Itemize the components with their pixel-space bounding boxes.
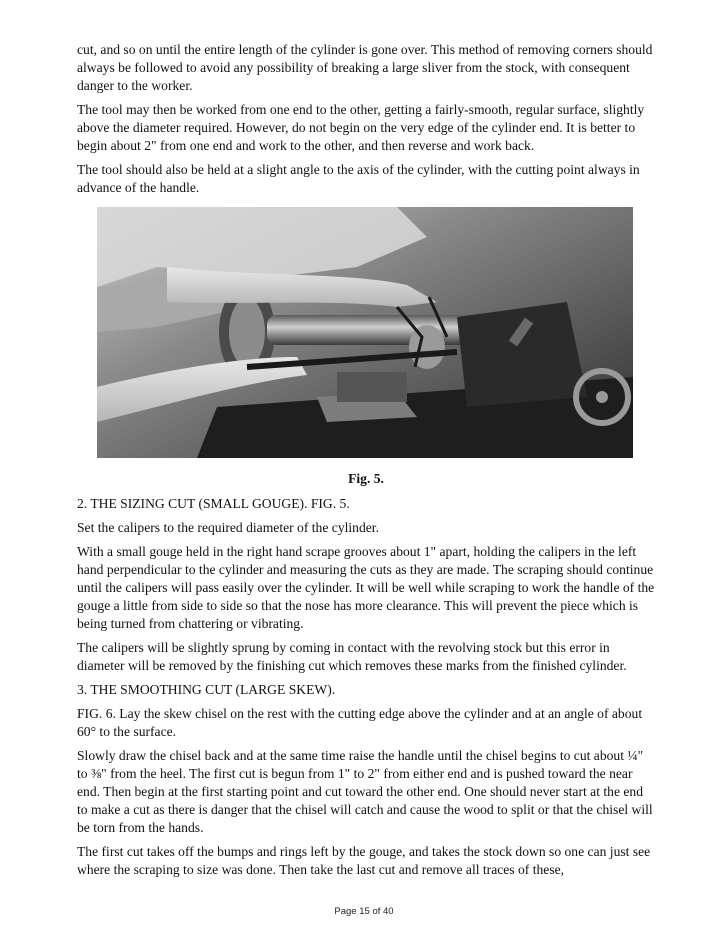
lathe-photo (97, 207, 633, 458)
page-body (77, 41, 655, 885)
section-heading: 2. THE SIZING CUT (SMALL GOUGE). FIG. 5. (77, 496, 350, 511)
paragraph: The tool should also be held at a slight angle to the axis of the cylinder, with the cutting point always in advance of the handle. (77, 162, 640, 195)
page-number: Page 15 of 40 (334, 906, 394, 917)
paragraph: The calipers will be slightly sprung by coming in contact with the revolving stock but this error in diameter will be removed by the finishing cut which removes these marks from the finished cylinder. (77, 640, 627, 673)
paragraph: Slowly draw the chisel back and at the same time raise the handle until the chisel begins to cut about ¼" to ⅜" from the heel. The first cut is begun from 1" to 2" from either end and is pushed toward the near end. Then begin at the first starting point and cut toward the other end. One should never start at the end to make a cut as there is danger that the chisel will catch and cause the wood to split or that the chisel will be torn from the hands. (77, 748, 653, 835)
figure-caption: Fig. 5. (348, 471, 384, 486)
paragraph: FIG. 6. Lay the skew chisel on the rest with the cutting edge above the cylinder and at an angle of about 60° to the surface. (77, 706, 643, 739)
paragraph: The first cut takes off the bumps and rings left by the gouge, and takes the stock down so one can just see where the scraping to size was done. Then take the last cut and remove all traces of these, (77, 844, 651, 877)
section-heading: 3. THE SMOOTHING CUT (LARGE SKEW). (77, 682, 336, 697)
paragraph: Set the calipers to the required diameter of the cylinder. (77, 520, 379, 535)
paragraph: cut, and so on until the entire length of the cylinder is gone over. This method of removing corners should always be followed to avoid any possibility of breaking a large sliver from the stock, with consequent danger to the worker. (77, 42, 653, 93)
paragraph: The tool may then be worked from one end to the other, getting a fairly-smooth, regular surface, slightly above the diameter required. However, do not begin on the very edge of the cylinder end. It is better to begin about 2" from one end and work to the other, and then reverse and work back. (77, 102, 645, 153)
paragraph: With a small gouge held in the right hand scrape grooves about 1" apart, holding the calipers in the left hand perpendicular to the cylinder and measuring the cuts as they are made. The scraping should continue until the calipers will pass easily over the cylinder. It will be well while scraping to work the handle of the gouge a little from side to side so that the nose has more clearance. This will prevent the piece which is being turned from chattering or vibrating. (77, 544, 655, 631)
